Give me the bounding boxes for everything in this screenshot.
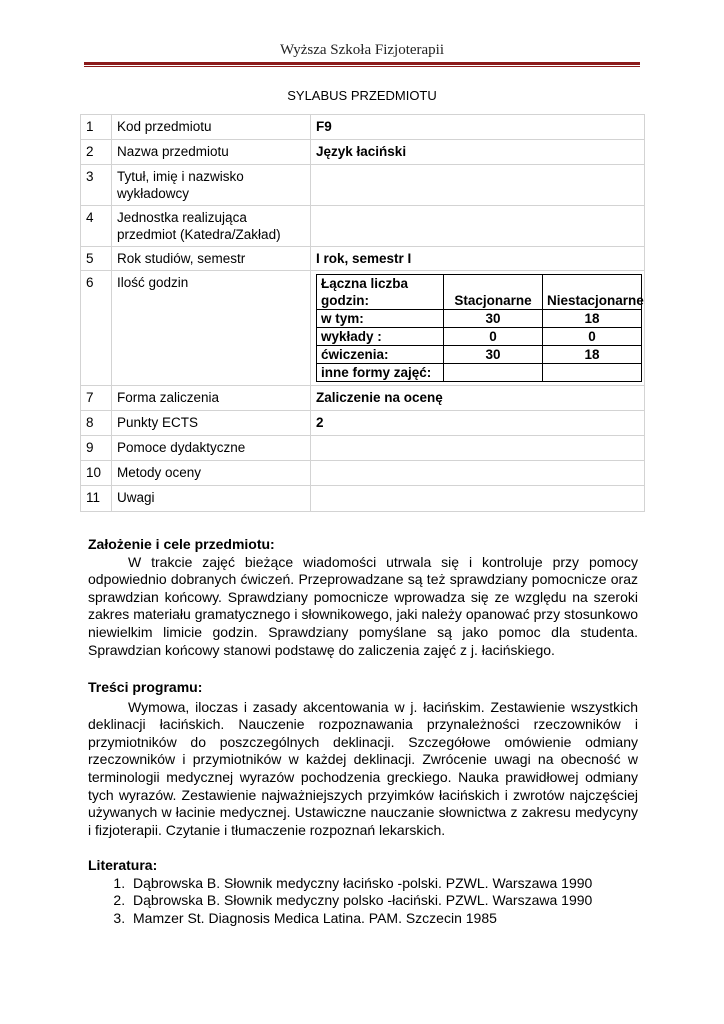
row-label: Punkty ECTS bbox=[112, 411, 311, 436]
program-text: Wymowa, iloczas i zasady akcentowania w j. łacińskim. Zestawienie wszystkich deklinacji łacińskich. Nauczenie rozpoznawania przynależności rzeczowników i przymiotników do poszczególnych deklinacji. Szczegółowe omówienie odmiany rzeczowników i przymiotników w każdej deklinacji. Zwrócenie uwagi na obecność w terminologii medycznej wyrazów pochodzenia greckiego. Nauka prawidłowej odmiany tych wyrazów. Zestawienie najważniejszych przyimków łacińskich i zwrotów najczęściej używanych w łacinie medycznej. Ustawiczne nauczanie słownictwa z zakresu medycyny i fizjoterapii. Czytanie i tłumaczenie rozpoznań lekarskich. bbox=[88, 698, 638, 838]
hours-stationary-value bbox=[444, 364, 543, 382]
row-value bbox=[311, 436, 645, 461]
row-value: Zaliczenie na ocenę bbox=[311, 386, 645, 411]
row-number: 7 bbox=[81, 386, 112, 411]
row-value: I rok, semestr I bbox=[311, 247, 645, 271]
hours-stationary-value: 0 bbox=[444, 328, 543, 346]
hours-stationary-value: 30 bbox=[444, 346, 543, 364]
row-number: 8 bbox=[81, 411, 112, 436]
row-number: 3 bbox=[81, 165, 112, 206]
table-row bbox=[81, 386, 645, 411]
row-number: 6 bbox=[81, 271, 112, 386]
table-row bbox=[81, 115, 645, 140]
row-number: 11 bbox=[81, 486, 112, 512]
row-label: Jednostka realizująca przedmiot (Katedra/Zakład) bbox=[112, 206, 311, 247]
row-number: 4 bbox=[81, 206, 112, 247]
row-label: Rok studiów, semestr bbox=[112, 247, 311, 271]
row-value bbox=[311, 165, 645, 206]
row-label: Forma zaliczenia bbox=[112, 386, 311, 411]
hours-header-row bbox=[317, 275, 642, 310]
table-row bbox=[81, 247, 645, 271]
row-number: 9 bbox=[81, 436, 112, 461]
row-label: Ilość godzin bbox=[112, 271, 311, 386]
goals-heading: Założenie i cele przedmiotu: bbox=[88, 536, 275, 552]
row-label: Nazwa przedmiotu bbox=[112, 140, 311, 165]
hours-row-label: wykłady : bbox=[317, 328, 444, 346]
row-label: Tytuł, imię i nazwisko wykładowcy bbox=[112, 165, 311, 206]
row-label: Pomoce dydaktyczne bbox=[112, 436, 311, 461]
hours-stationary-value: 30 bbox=[444, 310, 543, 328]
hours-nonstationary-value: 18 bbox=[543, 310, 642, 328]
literature-section bbox=[88, 857, 638, 927]
table-row bbox=[81, 271, 645, 386]
header-rule-thick bbox=[84, 62, 640, 65]
table-row bbox=[81, 486, 645, 512]
table-row bbox=[81, 140, 645, 165]
row-number: 2 bbox=[81, 140, 112, 165]
hours-nonstationary-value: 0 bbox=[543, 328, 642, 346]
goals-text: W trakcie zajęć bieżące wiadomości utrwala się i kontroluje przy pomocy odpowiednio dobranych ćwiczeń. Przeprowadzane są też sprawdziany pomocnicze oraz sprawdzian końcowy. Sprawdziany pomocnicze wprowadza się ze względu na szeroki zakres materiału gramatycznego i słownikowego, jaki należy opanować przy stosunkowo niewielkim limicie godzin. Sprawdziany pomyślane są jako pomoc dla studenta. Sprawdzian końcowy stanowi podstawę do zaliczenia zajęć z j. łacińskiego. bbox=[88, 553, 638, 658]
row-label: Metody oceny bbox=[112, 461, 311, 486]
hours-row bbox=[317, 364, 642, 382]
syllabus-table bbox=[80, 114, 645, 512]
hours-header-nonstationary: Niestacjonarne bbox=[543, 275, 642, 310]
table-row bbox=[81, 206, 645, 247]
row-value bbox=[311, 206, 645, 247]
hours-row-label: inne formy zajęć: bbox=[317, 364, 444, 382]
hours-row bbox=[317, 328, 642, 346]
hours-header-stationary: Stacjonarne bbox=[444, 275, 543, 310]
row-value: Język łaciński bbox=[311, 140, 645, 165]
row-value: F9 bbox=[311, 115, 645, 140]
literature-heading: Literatura: bbox=[88, 857, 158, 873]
table-row bbox=[81, 461, 645, 486]
table-row bbox=[81, 436, 645, 461]
hours-table bbox=[316, 274, 642, 382]
hours-nonstationary-value: 18 bbox=[543, 346, 642, 364]
hours-row bbox=[317, 310, 642, 328]
row-label: Kod przedmiotu bbox=[112, 115, 311, 140]
hours-row-label: ćwiczenia: bbox=[317, 346, 444, 364]
row-label: Uwagi bbox=[112, 486, 311, 512]
program-heading: Treści programu: bbox=[88, 679, 203, 695]
header-institution: Wyższa Szkoła Fizjoterapii bbox=[279, 42, 445, 58]
header-rule-thin bbox=[84, 66, 640, 67]
program-section bbox=[88, 679, 638, 839]
row-value bbox=[311, 461, 645, 486]
literature-list bbox=[88, 875, 638, 928]
goals-section bbox=[88, 536, 638, 659]
row-number: 10 bbox=[81, 461, 112, 486]
literature-item: 3. Mamzer St. Diagnosis Medica Latina. PAM. Szczecin 1985 bbox=[129, 910, 638, 928]
hours-cell bbox=[311, 271, 645, 386]
hours-row-label: w tym: bbox=[317, 310, 444, 328]
hours-nonstationary-value bbox=[543, 364, 642, 382]
row-number: 5 bbox=[81, 247, 112, 271]
row-number: 1 bbox=[81, 115, 112, 140]
hours-row bbox=[317, 346, 642, 364]
row-value: 2 bbox=[311, 411, 645, 436]
page-title: SYLABUS PRZEDMIOTU bbox=[287, 88, 437, 103]
literature-item: 2. Dąbrowska B. Słownik medyczny polsko -łaciński. PZWL. Warszawa 1990 bbox=[129, 892, 638, 910]
table-row bbox=[81, 165, 645, 206]
literature-item: 1. Dąbrowska B. Słownik medyczny łacińsko -polski. PZWL. Warszawa 1990 bbox=[129, 875, 638, 893]
table-row bbox=[81, 411, 645, 436]
row-value bbox=[311, 486, 645, 512]
hours-header-total: Łączna liczba godzin: bbox=[317, 275, 444, 310]
